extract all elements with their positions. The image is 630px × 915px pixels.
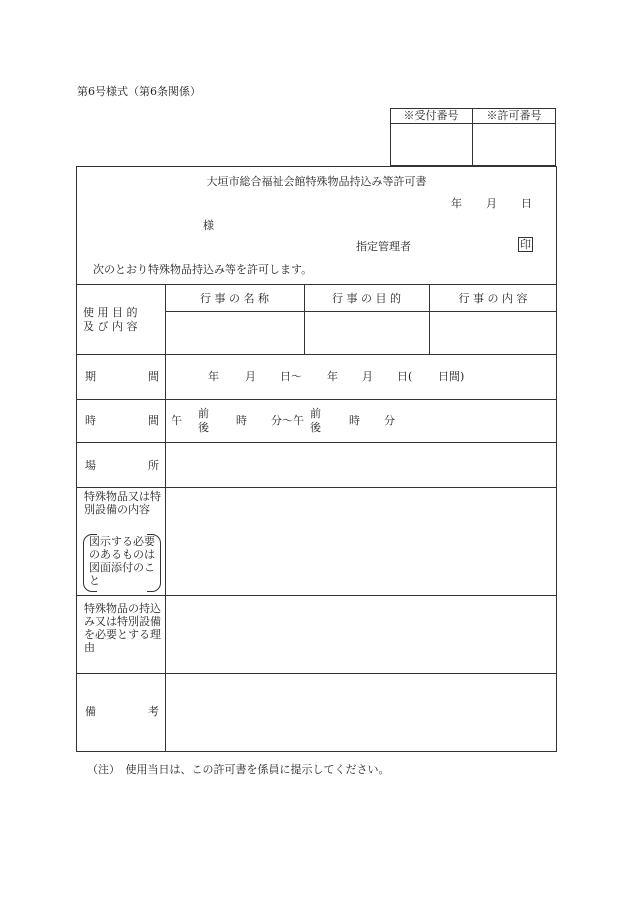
purpose-label-line2: 及 び 内 容 — [83, 320, 138, 333]
event-content-field[interactable] — [431, 314, 555, 352]
date-month-label: 月 — [486, 197, 497, 210]
time-label-right: 間 — [148, 414, 159, 427]
footer-note: （注） 使用当日は、この許可書を係員に提示してください。 — [87, 763, 390, 776]
divider-place — [76, 487, 557, 488]
divider-reason — [76, 673, 557, 674]
items-label: 特殊物品又は特別設備の内容 — [84, 490, 161, 516]
divider-purpose-sub — [165, 311, 557, 312]
place-label-left: 場 — [85, 459, 96, 472]
form-title: 大垣市総合福祉会館特殊物品持込み等許可書 — [206, 175, 427, 188]
receipt-box-divider — [390, 123, 556, 124]
period-label-right: 間 — [148, 370, 159, 383]
period-days: 日間) — [438, 370, 465, 383]
divider-period — [76, 399, 557, 400]
place-label-right: 所 — [148, 459, 159, 472]
time-noon-1: 午 — [171, 414, 182, 427]
divider-time — [76, 442, 557, 443]
date-year-label: 年 — [451, 197, 462, 210]
remarks-label-right: 考 — [148, 705, 159, 718]
time-hour-1: 時 — [236, 414, 247, 427]
permit-number-label: ※許可番号 — [486, 109, 542, 122]
issuer-label: 指定管理者 — [356, 240, 411, 253]
purpose-label-line1 — [83, 307, 159, 318]
event-content-header: 行 事 の 内 容 — [458, 292, 528, 305]
purpose-label-text-1: 使 用 目 的 — [83, 306, 138, 319]
time-pm-2: 後 — [310, 421, 321, 434]
time-am-1: 前 — [198, 407, 209, 420]
event-purpose-field[interactable] — [306, 314, 427, 352]
time-am-2: 前 — [310, 407, 321, 420]
addressee-suffix: 様 — [203, 219, 214, 232]
form-number-label: 第6号様式（第6条関係） — [77, 85, 201, 98]
permission-statement: 次のとおり特殊物品持込み等を許可します。 — [93, 263, 313, 276]
divider-header — [76, 284, 557, 285]
time-label-left: 時 — [85, 414, 96, 427]
period-to-year: 年 — [327, 370, 338, 383]
date-day-label: 日 — [521, 197, 532, 210]
time-minute-sep: 分～午 — [271, 414, 304, 427]
time-minute-2: 分 — [384, 414, 395, 427]
permit-number-field[interactable] — [473, 125, 555, 165]
event-name-header: 行 事 の 名 称 — [200, 292, 269, 305]
period-to-month: 月 — [362, 370, 373, 383]
remarks-field[interactable] — [167, 676, 555, 750]
period-to-day: 日( — [397, 370, 413, 383]
divider-purpose — [76, 354, 557, 355]
items-field[interactable] — [167, 490, 555, 593]
period-label-left: 期 — [85, 370, 96, 383]
accept-number-label: ※受付番号 — [403, 109, 459, 122]
time-hour-2: 時 — [349, 414, 360, 427]
place-field[interactable] — [167, 445, 555, 485]
event-name-field[interactable] — [167, 314, 302, 352]
period-from-month: 月 — [245, 370, 256, 383]
reason-label: 特殊物品の持込み又は特別設備を必要とする理由 — [84, 602, 161, 654]
label-column-divider — [165, 284, 166, 752]
items-note: 図示する必要のあるものは図面添付のこと — [89, 535, 155, 587]
accept-number-field[interactable] — [391, 125, 471, 165]
event-purpose-header: 行 事 の 目 的 — [332, 292, 401, 305]
reason-field[interactable] — [167, 598, 555, 671]
remarks-label-left: 備 — [85, 705, 96, 718]
divider-items — [76, 595, 557, 596]
seal-mark: 印 — [520, 238, 531, 251]
period-from-year: 年 — [208, 370, 219, 383]
period-from-day: 日～ — [280, 370, 302, 383]
time-pm-1: 後 — [198, 421, 209, 434]
